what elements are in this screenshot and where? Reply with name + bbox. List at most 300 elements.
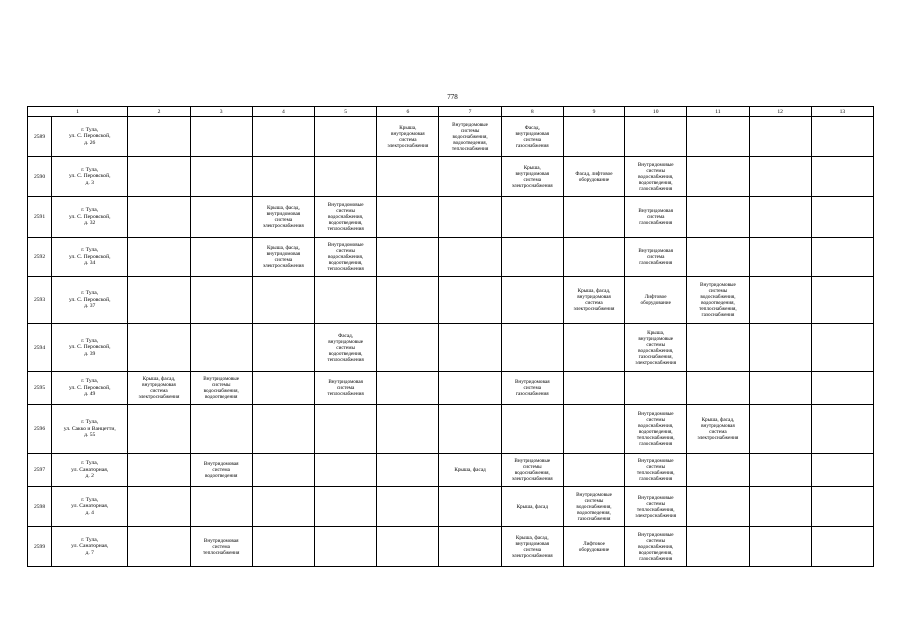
work-cell — [190, 454, 252, 487]
work-cell — [749, 527, 811, 567]
cell-line: электроснабжения — [387, 142, 429, 149]
cell-line: Фасад, — [338, 332, 354, 339]
cell-line: газоснабжения — [577, 515, 611, 522]
work-cell — [749, 487, 811, 527]
work-cell — [811, 527, 873, 567]
work-cell — [811, 324, 873, 372]
work-cell — [377, 372, 439, 405]
cell-line: теплоснабжения, — [699, 306, 737, 312]
work-cell — [687, 238, 749, 277]
cell-line: система — [399, 136, 417, 143]
cell-line: теплоснабжения — [327, 391, 364, 397]
work-cell — [315, 117, 377, 157]
table-row — [28, 277, 874, 324]
work-cell — [439, 277, 501, 324]
cell-line: г. Тула, — [81, 290, 99, 297]
row-number: 2589 — [28, 117, 52, 157]
cell-line: газоснабжения — [639, 260, 673, 266]
work-cell — [563, 197, 624, 238]
work-cell — [811, 405, 873, 454]
work-cell — [315, 527, 377, 567]
work-cell — [625, 324, 687, 372]
work-cell — [563, 117, 624, 157]
cell-line: водоотведения, — [453, 139, 487, 146]
work-cell — [128, 324, 190, 372]
cell-line: электроснабжения — [263, 223, 304, 229]
cell-line: ул. С. Перовской, — [68, 213, 111, 220]
work-cell — [190, 527, 252, 567]
work-cell — [315, 405, 377, 454]
cell-line: оборудование — [640, 300, 671, 306]
work-cell — [563, 487, 624, 527]
cell-line: водоотведения — [204, 394, 238, 400]
work-cell — [749, 197, 811, 238]
cell-line: система — [709, 429, 727, 435]
column-header: 9 — [563, 107, 624, 117]
work-cell — [315, 487, 377, 527]
cell-line: водоотведения, — [577, 509, 611, 516]
cell-line: Лифтовое — [644, 294, 667, 300]
work-cell — [128, 238, 190, 277]
cell-line: Внутридомовые — [514, 458, 551, 464]
work-cell — [315, 372, 377, 405]
cell-line: Внутридомовые — [637, 411, 674, 417]
cell-line: водоснабжения, — [452, 133, 488, 140]
cell-line: водоотведения, — [701, 300, 735, 306]
work-cell — [563, 277, 624, 324]
work-cell — [315, 324, 377, 372]
cell-line: г. Тула, — [81, 207, 99, 214]
work-cell — [439, 324, 501, 372]
work-cell — [252, 117, 314, 157]
work-cell — [315, 197, 377, 238]
work-cell — [625, 277, 687, 324]
address-cell — [52, 487, 128, 527]
table-row — [28, 487, 874, 527]
work-cell — [501, 324, 563, 372]
cell-line: системы — [336, 248, 355, 254]
work-cell — [501, 454, 563, 487]
work-cell — [190, 238, 252, 277]
cell-line: система — [523, 385, 542, 391]
cell-line: водоснабжения, — [638, 347, 674, 354]
table-row — [28, 405, 874, 454]
cell-line: внутридомовые — [328, 338, 364, 345]
work-cell — [811, 117, 873, 157]
address-cell — [52, 277, 128, 324]
cell-line: внутридомовая — [266, 251, 301, 257]
work-cell — [501, 238, 563, 277]
work-cell — [128, 117, 190, 157]
address-cell — [52, 454, 128, 487]
register-body — [28, 107, 874, 567]
work-cell — [501, 372, 563, 405]
row-number: 2598 — [28, 487, 52, 527]
table-row — [28, 117, 874, 157]
work-cell — [128, 157, 190, 197]
work-cell — [128, 487, 190, 527]
work-cell — [377, 405, 439, 454]
cell-line: г. Тула, — [81, 247, 99, 254]
work-cell — [439, 527, 501, 567]
cell-line: водоотведения — [204, 473, 238, 479]
table-row — [28, 157, 874, 197]
cell-line: теплоснабжения — [203, 549, 240, 556]
work-cell — [749, 454, 811, 487]
work-cell — [377, 117, 439, 157]
work-cell — [687, 277, 749, 324]
work-cell — [687, 197, 749, 238]
work-cell — [749, 405, 811, 454]
cell-line: системы — [646, 167, 666, 174]
column-header: 12 — [749, 107, 811, 117]
column-header: 2 — [128, 107, 190, 117]
address-cell — [52, 405, 128, 454]
cell-line: водоснабжения, — [576, 503, 612, 510]
cell-line: система — [336, 385, 355, 391]
work-cell — [749, 372, 811, 405]
work-cell — [252, 277, 314, 324]
cell-line: электроснабжения — [511, 552, 553, 559]
work-cell — [377, 454, 439, 487]
cell-line: система — [646, 254, 665, 260]
work-cell — [501, 487, 563, 527]
cell-line: Внутридомовые — [637, 161, 674, 168]
cell-line: водоснабжения, — [638, 543, 674, 550]
work-cell — [501, 197, 563, 238]
cell-line: системы — [336, 344, 355, 351]
cell-line: Внутридомовые — [576, 491, 612, 498]
work-cell — [190, 372, 252, 405]
work-cell — [687, 117, 749, 157]
cell-line: внутридомовая — [577, 294, 611, 300]
cell-line: д. 49 — [84, 391, 96, 398]
cell-line: теплоснабжения, — [636, 435, 675, 441]
cell-line: водоснабжения, — [700, 294, 736, 300]
work-cell — [190, 277, 252, 324]
cell-line: д. 55 — [84, 432, 96, 439]
cell-line: внутридомовые — [638, 335, 674, 342]
cell-line: Крыша, фасад, — [267, 205, 300, 211]
cell-line: внутридомовая — [701, 423, 735, 429]
cell-line: система — [523, 136, 542, 143]
cell-line: Внутридомовые — [203, 376, 240, 382]
column-header: 1 — [28, 107, 128, 117]
work-cell — [252, 527, 314, 567]
cell-line: г. Тула, — [81, 460, 99, 467]
table-row — [28, 197, 874, 238]
cell-line: ул. Санаторная, — [71, 466, 109, 473]
cell-line: Крыша, — [523, 164, 541, 171]
work-cell — [439, 487, 501, 527]
work-cell — [687, 487, 749, 527]
column-header: 7 — [439, 107, 501, 117]
work-cell — [315, 454, 377, 487]
cell-line: водоснабжения, — [328, 214, 364, 220]
work-cell — [252, 238, 314, 277]
work-cell — [439, 238, 501, 277]
cell-line: Внутридомовые — [700, 282, 736, 288]
cell-line: водоотведения, — [638, 179, 673, 186]
cell-line: Внутридомовая — [638, 208, 674, 214]
work-cell — [563, 372, 624, 405]
cell-line: оборудование — [578, 176, 610, 183]
work-cell — [563, 157, 624, 197]
work-cell — [749, 238, 811, 277]
cell-line: г. Тула, — [81, 337, 99, 344]
cell-line: Внутридомовые — [637, 531, 674, 538]
cell-line: д. 39 — [84, 350, 96, 357]
row-number: 2593 — [28, 277, 52, 324]
work-cell — [190, 197, 252, 238]
cell-line: теплоснабжения — [327, 266, 364, 272]
cell-line: электроснабжения — [697, 435, 739, 441]
row-number: 2599 — [28, 527, 52, 567]
cell-line: система — [274, 217, 293, 223]
work-cell — [625, 117, 687, 157]
cell-line: газоснабжения — [701, 312, 735, 318]
work-cell — [377, 324, 439, 372]
work-cell — [625, 454, 687, 487]
cell-line: внутридомовая — [266, 211, 301, 217]
cell-line: Крыша, фасад — [516, 503, 548, 510]
cell-line: водоснабжения, — [638, 173, 674, 180]
cell-line: водоотведения, — [328, 350, 363, 357]
work-cell — [128, 527, 190, 567]
address-cell — [52, 238, 128, 277]
column-header: 6 — [377, 107, 439, 117]
work-cell — [190, 324, 252, 372]
cell-line: Фасад, — [524, 124, 540, 131]
cell-line: водоотведения, — [328, 260, 363, 266]
cell-line: ул. С. Перовской, — [68, 253, 111, 260]
cell-line: электроснабжения — [511, 476, 553, 482]
cell-line: ул. С. Перовской, — [68, 344, 111, 351]
table-row — [28, 527, 874, 567]
cell-line: Внутридомовые — [327, 242, 364, 248]
address-cell — [52, 527, 128, 567]
address-cell — [52, 324, 128, 372]
work-cell — [439, 197, 501, 238]
cell-line: теплоснабжения — [327, 356, 364, 363]
work-cell — [687, 527, 749, 567]
cell-line: ул. С. Перовской, — [68, 133, 111, 140]
cell-line: д. 4 — [85, 509, 94, 516]
cell-line: теплоснабжения — [451, 145, 489, 152]
cell-line: внутридомовая — [142, 382, 176, 388]
work-cell — [190, 405, 252, 454]
work-cell — [252, 197, 314, 238]
cell-line: системы — [211, 382, 231, 388]
cell-line: электроснабжения — [138, 394, 180, 400]
work-cell — [252, 405, 314, 454]
work-cell — [377, 157, 439, 197]
work-cell — [252, 372, 314, 405]
cell-line: водоотведения, — [328, 220, 363, 226]
work-cell — [625, 372, 687, 405]
column-header: 8 — [501, 107, 563, 117]
column-header: 10 — [625, 107, 687, 117]
cell-line: системы — [646, 341, 666, 348]
work-cell — [625, 157, 687, 197]
cell-line: Внутридомовые — [327, 202, 364, 208]
cell-line: д. 32 — [84, 220, 96, 227]
cell-line: Крыша, фасад, — [142, 376, 176, 382]
address-cell — [52, 157, 128, 197]
cell-line: системы — [522, 464, 542, 470]
cell-line: д. 7 — [85, 549, 94, 556]
work-cell — [687, 405, 749, 454]
cell-line: Крыша, фасад, — [267, 245, 300, 251]
cell-line: система — [585, 300, 603, 306]
cell-line: г. Тула, — [81, 166, 99, 173]
cell-line: системы — [584, 497, 604, 504]
page-number: 778 — [447, 93, 458, 101]
cell-line: система — [212, 467, 230, 473]
column-header: 11 — [687, 107, 749, 117]
cell-line: электроснабжения — [573, 306, 615, 312]
work-cell — [439, 117, 501, 157]
cell-line: д. 3 — [85, 179, 94, 186]
work-cell — [128, 405, 190, 454]
work-cell — [687, 324, 749, 372]
column-header: 3 — [190, 107, 252, 117]
register-table — [27, 106, 874, 567]
cell-line: Внутридомовые — [637, 458, 674, 464]
work-cell — [625, 238, 687, 277]
work-cell — [687, 454, 749, 487]
cell-line: ул. Санаторная, — [71, 543, 109, 550]
cell-line: Внутридомовая — [203, 461, 239, 467]
cell-line: д. 2 — [85, 473, 94, 480]
cell-line: г. Тула, — [81, 419, 99, 426]
cell-line: Внутридомовая — [638, 248, 674, 254]
cell-line: системы — [646, 464, 666, 470]
work-cell — [811, 277, 873, 324]
work-cell — [377, 277, 439, 324]
work-cell — [811, 372, 873, 405]
cell-line: водоснабжения, — [203, 388, 239, 394]
work-cell — [811, 487, 873, 527]
cell-line: Фасад, лифтовое — [575, 170, 613, 177]
cell-line: ул. С. Перовской, — [68, 384, 111, 391]
work-cell — [501, 157, 563, 197]
work-cell — [563, 405, 624, 454]
cell-line: система — [646, 214, 665, 220]
cell-line: теплоснабжения — [327, 226, 364, 232]
cell-line: Крыша, — [647, 329, 665, 336]
row-number: 2596 — [28, 405, 52, 454]
work-cell — [377, 487, 439, 527]
cell-line: газоснабжения — [639, 185, 673, 192]
cell-line: г. Тула, — [81, 536, 99, 543]
work-cell — [252, 487, 314, 527]
cell-line: оборудование — [578, 546, 610, 553]
row-number: 2592 — [28, 238, 52, 277]
column-header: 4 — [252, 107, 314, 117]
cell-line: водоснабжения, — [514, 470, 550, 476]
address-cell — [52, 197, 128, 238]
work-cell — [439, 405, 501, 454]
work-cell — [749, 157, 811, 197]
cell-line: ул. Санаторная, — [71, 503, 109, 510]
row-number: 2594 — [28, 324, 52, 372]
cell-line: системы — [460, 127, 480, 134]
cell-line: Крыша, — [399, 124, 417, 131]
cell-line: водоснабжения, — [638, 423, 674, 429]
work-cell — [563, 324, 624, 372]
work-cell — [749, 324, 811, 372]
cell-line: ул. С. Перовской, — [68, 296, 111, 303]
work-cell — [687, 157, 749, 197]
row-number: 2597 — [28, 454, 52, 487]
cell-line: д. 26 — [84, 139, 96, 146]
work-cell — [190, 157, 252, 197]
work-cell — [563, 238, 624, 277]
cell-line: Лифтовое — [583, 540, 605, 547]
work-cell — [749, 277, 811, 324]
work-cell — [563, 454, 624, 487]
cell-line: Крыша, фасад — [454, 467, 486, 473]
cell-line: Внутридомовые — [637, 494, 674, 501]
work-cell — [252, 324, 314, 372]
work-cell — [315, 277, 377, 324]
column-header: 5 — [315, 107, 377, 117]
address-cell — [52, 372, 128, 405]
cell-line: система — [523, 546, 542, 553]
table-row — [28, 454, 874, 487]
work-cell — [128, 372, 190, 405]
table-row — [28, 372, 874, 405]
work-cell — [439, 454, 501, 487]
cell-line: д. 34 — [84, 260, 96, 267]
cell-line: электроснабжения — [635, 359, 677, 366]
work-cell — [625, 487, 687, 527]
cell-line: системы — [708, 288, 728, 294]
row-number: 2595 — [28, 372, 52, 405]
cell-line: Крыша, фасад, — [701, 417, 735, 423]
column-header: 13 — [811, 107, 873, 117]
cell-line: система — [523, 176, 542, 183]
work-cell — [811, 197, 873, 238]
cell-line: внутридомовая — [515, 130, 550, 137]
cell-line: Крыша, фасад, — [577, 288, 611, 294]
work-cell — [749, 117, 811, 157]
work-cell — [501, 277, 563, 324]
cell-line: д. 37 — [84, 303, 96, 310]
cell-line: Внутридомовая — [203, 537, 239, 544]
address-cell — [52, 117, 128, 157]
cell-line: системы — [336, 208, 355, 214]
cell-line: ул. С. Перовской, — [68, 173, 111, 180]
cell-line: теплоснабжения, — [636, 506, 675, 513]
cell-line: г. Тула, — [81, 126, 99, 133]
cell-line: электроснабжения — [635, 512, 677, 519]
work-cell — [563, 527, 624, 567]
header-row — [28, 107, 874, 117]
work-cell — [811, 454, 873, 487]
cell-line: Крыша, фасад, — [515, 534, 549, 541]
cell-line: газоснабжения — [639, 220, 673, 226]
work-cell — [128, 277, 190, 324]
row-number: 2591 — [28, 197, 52, 238]
work-cell — [128, 454, 190, 487]
work-cell — [625, 405, 687, 454]
cell-line: внутридомовая — [391, 130, 425, 137]
cell-line: газоснабжения — [639, 555, 673, 562]
work-cell — [377, 238, 439, 277]
cell-line: газоснабжения — [515, 391, 549, 397]
